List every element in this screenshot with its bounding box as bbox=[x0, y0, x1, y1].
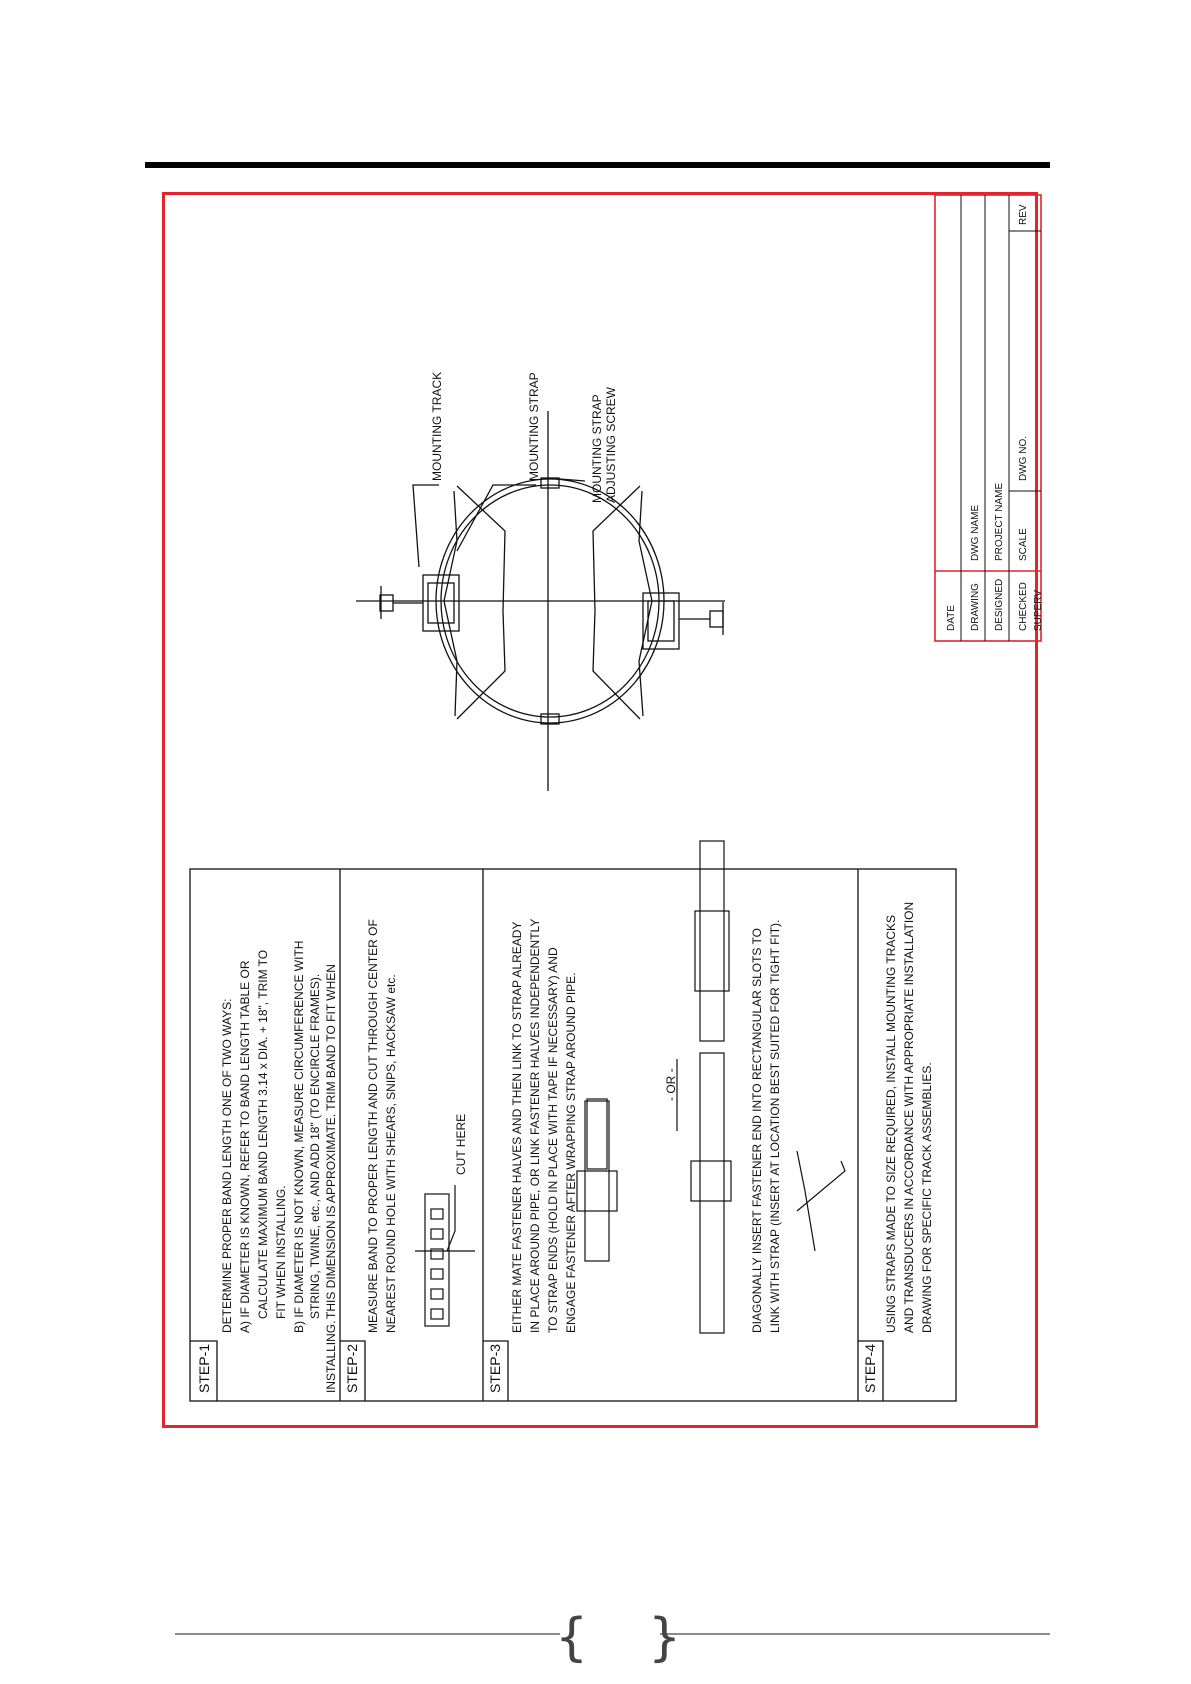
step2-line: NEAREST ROUND HOLE WITH SHEARS, SNIPS, HACKSAW etc. bbox=[384, 974, 398, 1333]
steps-text bbox=[196, 902, 934, 1393]
tb-superv: SUPERV bbox=[1033, 590, 1044, 631]
step2-title: STEP-2 bbox=[344, 1343, 360, 1393]
step1-line: FIT WHEN INSTALLING. bbox=[274, 1185, 288, 1319]
step3-line-b: LINK WITH STRAP (INSERT AT LOCATION BEST SUITED FOR TIGHT FIT). bbox=[768, 919, 782, 1333]
step2-cut-label: CUT HERE bbox=[454, 1113, 468, 1175]
footer-rule-right bbox=[660, 1633, 1050, 1635]
step3-or-label: - OR - bbox=[664, 1068, 678, 1101]
tb-designed: DESIGNED bbox=[994, 578, 1005, 631]
band-slot bbox=[431, 1209, 443, 1219]
step3-line: EITHER MATE FASTENER HALVES AND THEN LINK TO STRAP ALREADY bbox=[510, 921, 524, 1333]
step1-title: STEP-1 bbox=[196, 1343, 212, 1393]
fastener-a-body bbox=[577, 1171, 617, 1211]
page-bracket-left: { bbox=[555, 1608, 589, 1668]
step3-title: STEP-3 bbox=[487, 1343, 503, 1393]
step3-line-b: DIAGONALLY INSERT FASTENER END INTO RECTANGULAR SLOTS TO bbox=[750, 928, 764, 1333]
footer-rule-left bbox=[175, 1633, 560, 1635]
band-slot bbox=[431, 1309, 443, 1319]
step3-fastener-sketch bbox=[577, 841, 845, 1333]
title-block-grid bbox=[961, 195, 1041, 641]
mounting-strap-right bbox=[639, 491, 652, 716]
tb-checked: CHECKED bbox=[1018, 582, 1029, 631]
step4-line: AND TRANSDUCERS IN ACCORDANCE WITH APPROPRIATE INSTALLATION bbox=[902, 901, 916, 1333]
step1-line: DETERMINE PROPER BAND LENGTH ONE OF TWO WAYS: bbox=[220, 998, 234, 1333]
cut-leader bbox=[447, 1185, 455, 1251]
step1-line: CALCULATE MAXIMUM BAND LENGTH 3.14 x DIA. + 18", TRIM TO bbox=[256, 949, 270, 1319]
band-slot bbox=[431, 1229, 443, 1239]
mounting-track-right-inner bbox=[648, 601, 674, 641]
tb-rev: REV bbox=[1018, 204, 1029, 225]
title-block bbox=[935, 195, 1041, 641]
step3-line: TO STRAP ENDS (HOLD IN PLACE WITH TAPE IF NECESSARY) AND bbox=[546, 947, 560, 1333]
step1-line: INSTALLING. bbox=[324, 1320, 338, 1393]
mounting-strap-left bbox=[444, 491, 457, 716]
leader-mounting-strap bbox=[457, 485, 536, 551]
step2-strap-sketch bbox=[415, 1185, 475, 1326]
fastener-a-band bbox=[585, 1101, 609, 1261]
step2-line: MEASURE BAND TO PROPER LENGTH AND CUT THROUGH CENTER OF bbox=[366, 919, 380, 1333]
tb-scale: SCALE bbox=[1018, 528, 1029, 561]
band-slot bbox=[431, 1289, 443, 1299]
transducer-knob-left bbox=[380, 595, 393, 611]
installation-drawing bbox=[165, 195, 1044, 1431]
leader-mounting-track bbox=[413, 485, 439, 567]
step1-line: B) IF DIAMETER IS NOT KNOWN, MEASURE CIRCUMFERENCE WITH bbox=[292, 940, 306, 1333]
label-mounting-strap: MOUNTING STRAP bbox=[527, 372, 541, 481]
label-adjusting-screw-line1: MOUNTING STRAP bbox=[590, 394, 604, 503]
step1-line: THIS DIMENSION IS APPROXIMATE. TRIM BAND TO FIT WHEN bbox=[324, 964, 338, 1319]
rotated-drawing bbox=[165, 195, 1044, 1431]
diagonal-strap bbox=[797, 1151, 815, 1251]
step1-line: STRING, TWINE, etc., AND ADD 18" (TO ENCIRCLE FRAMES). bbox=[308, 973, 322, 1319]
fastener-a-screw bbox=[587, 1099, 607, 1169]
band-strip bbox=[425, 1194, 449, 1326]
transducer-knob-right bbox=[710, 611, 723, 627]
label-adjusting-screw-line2: ADJUSTING SCREW bbox=[604, 386, 618, 503]
tb-dwg-name: DWG NAME bbox=[970, 504, 981, 561]
band-slot bbox=[431, 1269, 443, 1279]
tb-dwg-no: DWG NO. bbox=[1018, 436, 1029, 481]
step4-line: USING STRAPS MADE TO SIZE REQUIRED, INSTALL MOUNTING TRACKS bbox=[884, 914, 898, 1333]
tb-project-name: PROJECT NAME bbox=[994, 482, 1005, 561]
label-mounting-track: MOUNTING TRACK bbox=[430, 371, 444, 481]
step1-line: A) IF DIAMETER IS KNOWN, REFER TO BAND LENGTH TABLE OR bbox=[238, 960, 252, 1333]
fastener-b-band bbox=[700, 1053, 724, 1333]
step3-line: IN PLACE AROUND PIPE, OR LINK FASTENER HALVES INDEPENDENTLY bbox=[528, 918, 542, 1333]
tb-date: DATE bbox=[946, 605, 957, 631]
fastener-b-body bbox=[691, 1161, 731, 1201]
drawing-sheet bbox=[162, 192, 1044, 1428]
step4-title: STEP-4 bbox=[862, 1343, 878, 1393]
header-rule bbox=[145, 162, 1050, 168]
fastener-c-band bbox=[700, 841, 724, 1041]
step4-line: DRAWING FOR SPECIFIC TRACK ASSEMBLIES. bbox=[920, 1062, 934, 1333]
tb-drawing: DRAWING bbox=[970, 583, 981, 631]
page-bracket-right: } bbox=[648, 1608, 682, 1668]
step3-line: ENGAGE FASTENER AFTER WRAPPING STRAP AROUND PIPE. bbox=[564, 972, 578, 1333]
title-block-frame bbox=[935, 195, 1041, 641]
